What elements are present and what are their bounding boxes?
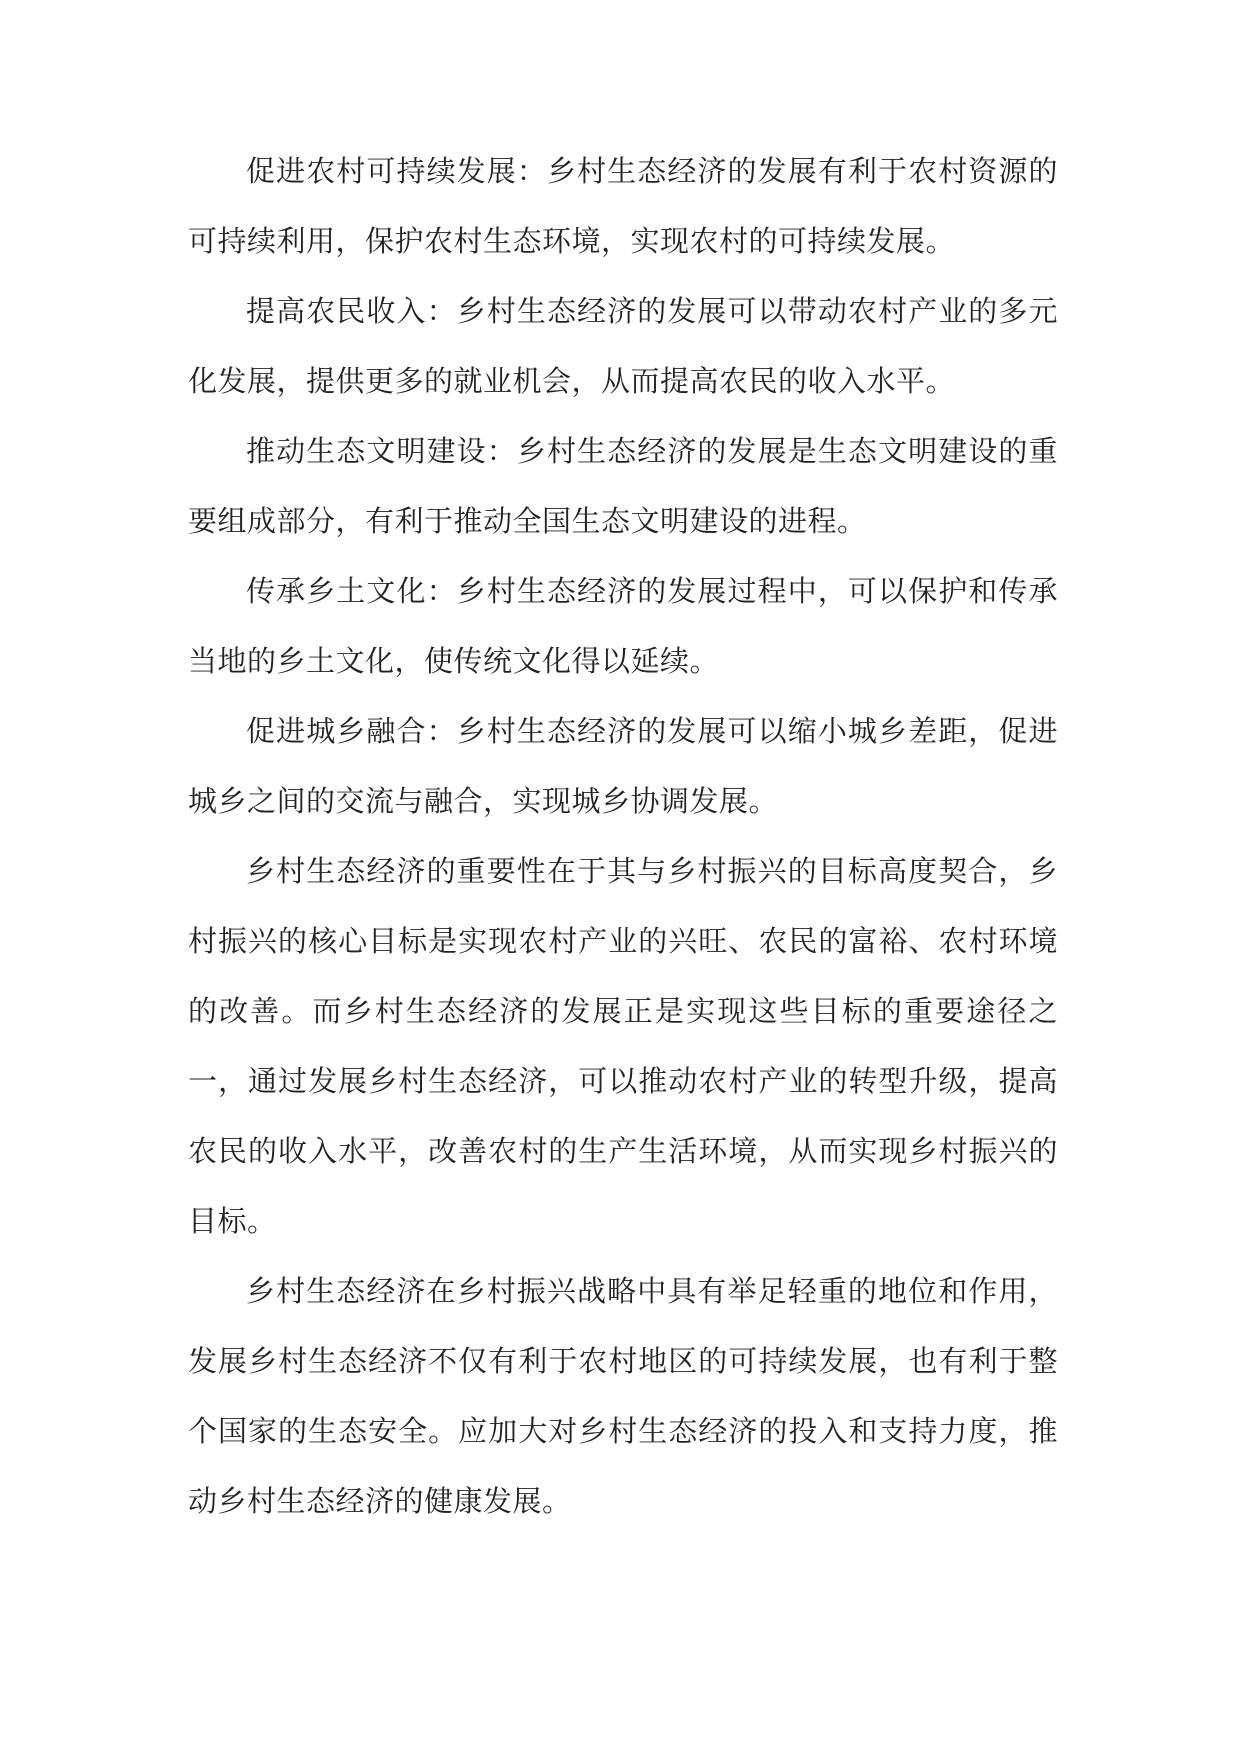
- paragraph-sustainable-development: 促进农村可持续发展：乡村生态经济的发展有利于农村资源的可持续利用，保护农村生态环境，实现农村的可持续发展。: [188, 154, 1058, 258]
- paragraph-importance: 乡村生态经济的重要性在于其与乡村振兴的目标高度契合，乡村振兴的核心目标是实现农村产业的兴旺、农民的富裕、农村环境的改善。而乡村生态经济的发展正是实现这些目标的重要途径之一，通过发展乡村生态经济，可以推动农村产业的转型升级，提高农民的收入水平，改善农村的生产生活环境，从而实现乡村振兴的目标。: [188, 854, 1058, 1238]
- paragraph-rural-culture: 传承乡土文化：乡村生态经济的发展过程中，可以保护和传承当地的乡土文化，使传统文化得以延续。: [188, 574, 1058, 678]
- paragraph-farmer-income: 提高农民收入：乡村生态经济的发展可以带动农村产业的多元化发展，提供更多的就业机会，从而提高农民的收入水平。: [188, 294, 1058, 398]
- paragraph-ecological-civilization: 推动生态文明建设：乡村生态经济的发展是生态文明建设的重要组成部分，有利于推动全国生态文明建设的进程。: [188, 434, 1058, 538]
- paragraph-conclusion: 乡村生态经济在乡村振兴战略中具有举足轻重的地位和作用，发展乡村生态经济不仅有利于农村地区的可持续发展，也有利于整个国家的生态安全。应加大对乡村生态经济的投入和支持力度，推动乡村生态经济的健康发展。: [188, 1274, 1058, 1518]
- document-body: [188, 136, 1058, 1536]
- paragraph-urban-rural-integration: 促进城乡融合：乡村生态经济的发展可以缩小城乡差距，促进城乡之间的交流与融合，实现城乡协调发展。: [188, 714, 1058, 818]
